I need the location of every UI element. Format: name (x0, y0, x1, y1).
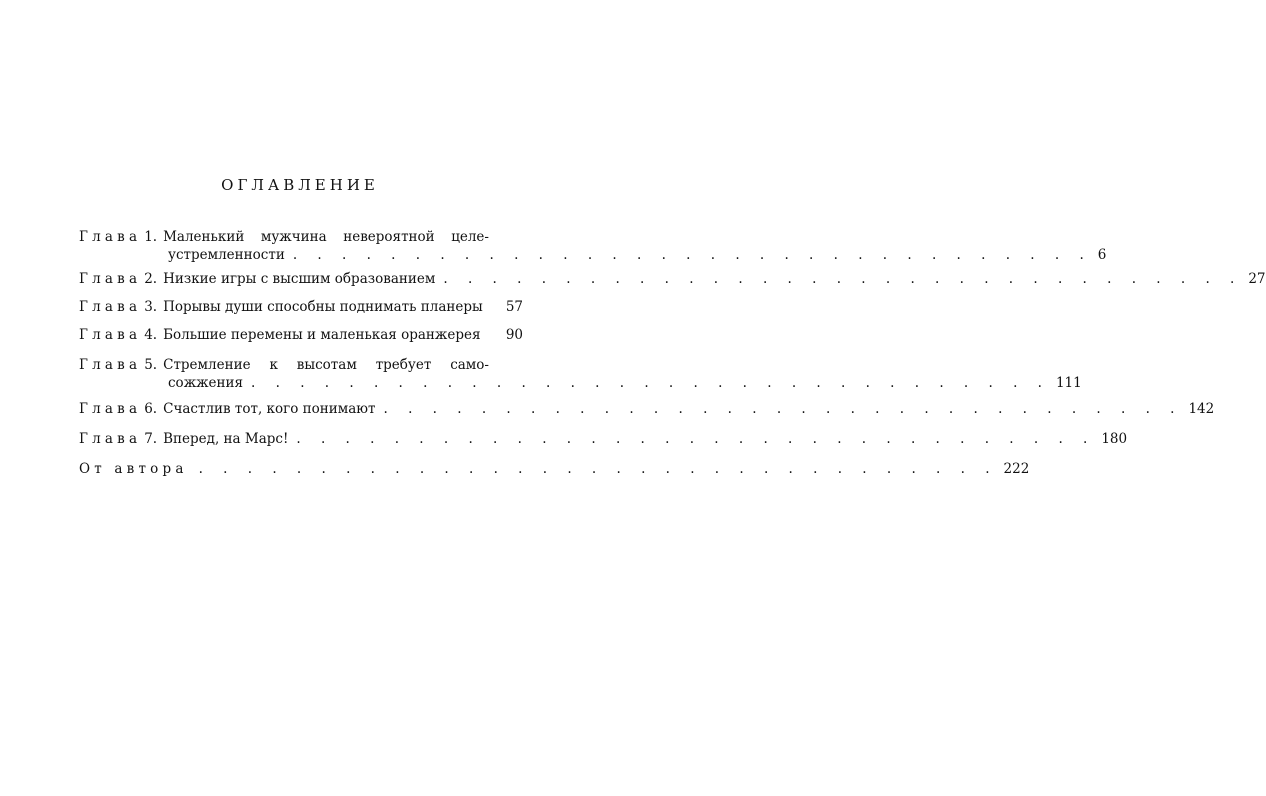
toc-entry-chapter-3 (79, 298, 523, 316)
chapter-title: Порывы души способны поднимать планеры (163, 299, 483, 315)
toc-entry-line (79, 270, 1266, 288)
toc-entry-line (79, 460, 1030, 478)
chapter-number: 7. (144, 431, 158, 447)
dot-leader: . . . . . . . . . . . . . . . . . . . . . . . . . . . . . . . . . (198, 461, 998, 477)
page-number: 111 (1055, 375, 1082, 391)
toc-entry-line (79, 298, 523, 316)
toc-entry-chapter-6 (79, 400, 1215, 418)
chapter-title: Стремление к высотам требует само- (163, 357, 489, 373)
chapter-title-continuation: устремленности (168, 247, 285, 263)
chapter-prefix: Глава (79, 327, 142, 343)
chapter-prefix: Глава (79, 271, 142, 287)
chapter-title: Счастлив тот, кого понимают (163, 401, 376, 417)
toc-entry-chapter-4 (79, 326, 523, 344)
section-title: От автора (79, 461, 188, 477)
dot-leader: . . . . . . . . . . . . . . . . . . . . . . . . . . . . . . . . . (443, 271, 1243, 287)
toc-entry-chapter-1 (79, 228, 1107, 264)
chapter-title: Маленький мужчина невероятной целе- (163, 229, 489, 245)
toc-entry-line (79, 228, 523, 246)
chapter-prefix: Глава (79, 401, 142, 417)
page-number: 180 (1101, 431, 1128, 447)
chapter-title: Большие перемены и маленькая оранжерея (163, 327, 481, 343)
dot-leader: . . . . . . . . . . . . . . . . . . . . . . . . . . . . . . . . . (383, 401, 1183, 417)
toc-title: ОГЛАВЛЕНИЕ (221, 176, 379, 194)
dot-leader: . . . . . . . . . . . . . . . . . . . . . . . . . . . . . . . . . (296, 431, 1096, 447)
toc-entry-line (79, 326, 523, 344)
chapter-title: Вперед, на Марс! (163, 431, 289, 447)
chapter-number: 4. (144, 327, 158, 343)
chapter-prefix: Глава (79, 299, 142, 315)
chapter-number: 2. (144, 271, 158, 287)
chapter-title-continuation: сожжения (168, 375, 244, 391)
page-number: 27 (1248, 271, 1266, 287)
page-number: 6 (1097, 247, 1107, 263)
page-number: 57 (505, 299, 523, 315)
toc-entry-from-author (79, 460, 1030, 478)
chapter-number: 1. (144, 229, 158, 245)
toc-entry-continuation (79, 374, 1082, 392)
dot-leader: . . . . . . . . . . . . . . . . . . . . . . . . . . . . . . . . . (292, 247, 1092, 263)
toc-entry-chapter-2 (79, 270, 1266, 288)
page-number: 222 (1003, 461, 1030, 477)
chapter-number: 3. (144, 299, 158, 315)
toc-entry-line (79, 400, 1215, 418)
toc-entry-continuation (79, 246, 1107, 264)
dot-leader: . . . . . . . . . . . . . . . . . . . . . . . . . . . . . . . . . (251, 375, 1050, 391)
page-number: 142 (1188, 401, 1215, 417)
chapter-number: 5. (144, 357, 158, 373)
page-number: 90 (505, 327, 523, 343)
toc-entry-line (79, 356, 523, 374)
toc-entry-chapter-7 (79, 430, 1128, 448)
chapter-title: Низкие игры с высшим образованием (163, 271, 436, 287)
chapter-number: 6. (144, 401, 158, 417)
chapter-prefix: Глава (79, 357, 142, 373)
toc-entry-chapter-5 (79, 356, 1082, 392)
chapter-prefix: Глава (79, 229, 142, 245)
toc-entry-line (79, 430, 1128, 448)
chapter-prefix: Глава (79, 431, 142, 447)
